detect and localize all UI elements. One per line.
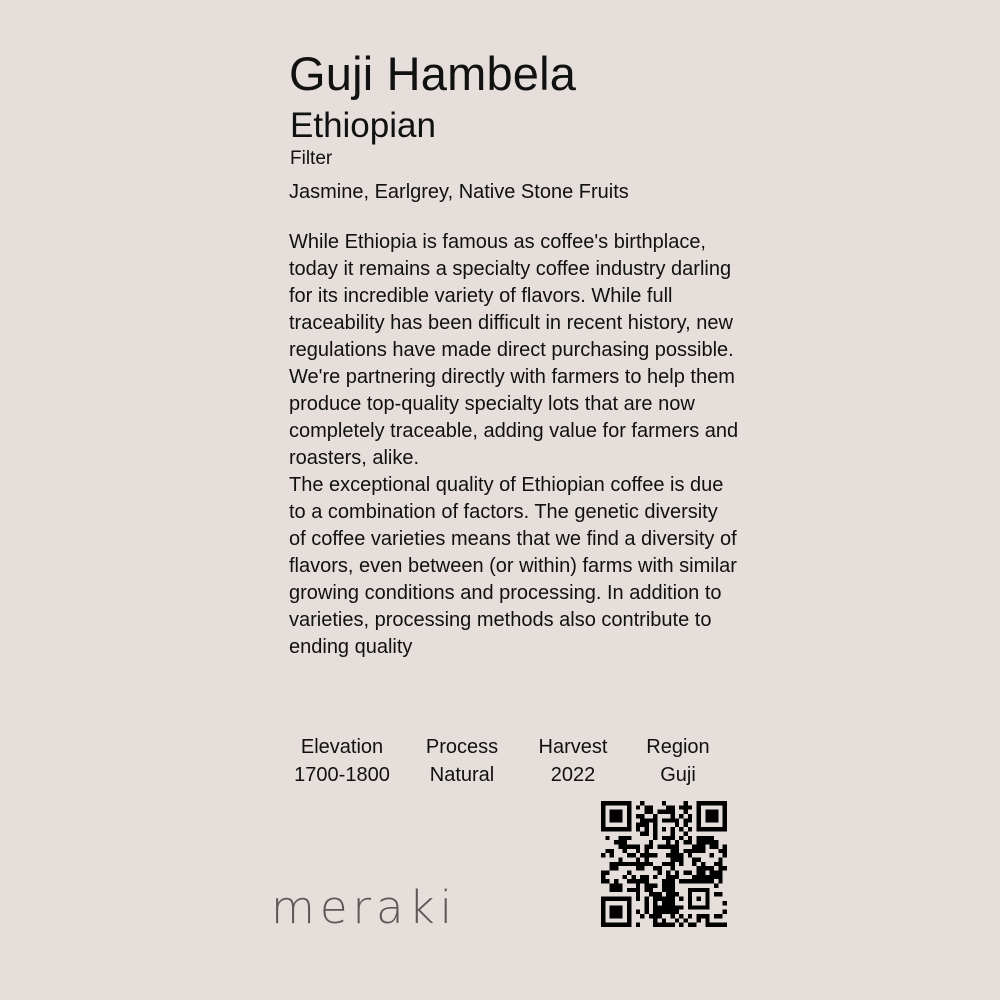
spec-label: Elevation [300,736,384,758]
product-description [289,229,739,661]
spec-value: 2022 [550,764,596,786]
spec-value: Guji [660,764,696,786]
spec-region [621,735,735,788]
spec-process [399,735,525,788]
description-paragraph-2: The exceptional quality of Ethiopian coffee is due to a combination of factors. The genetic diversity of coffee varieties means that we find a diversity of flavors, even between (or within) farms with similar growing conditions and processing. In addition to varieties, processing methods also contribute to ending quality [289,474,737,658]
product-name: Guji Hambela [289,47,577,100]
brew-method: Filter [290,148,333,169]
spec-value: 1700-1800 [294,764,390,786]
spec-label: Process [425,736,499,758]
qr-code-icon[interactable] [601,801,727,927]
brand-logo: meraki [271,881,458,934]
product-origin: Ethiopian [290,106,436,145]
tasting-notes: Jasmine, Earlgrey, Native Stone Fruits [289,181,629,203]
spec-value: Natural [429,764,495,786]
description-paragraph-1: While Ethiopia is famous as coffee's birthplace, today it remains a specialty coffee industry darling for its incredible variety of flavors. While full traceability has been difficult in recent history, new regulations have made direct purchasing possible. We're partnering directly with farmers to help them produce top-quality specialty lots that are now completely traceable, adding value for farmers and roasters, alike. [289,231,739,469]
spec-label: Region [646,736,710,758]
spec-harvest [525,735,621,788]
spec-elevation [285,735,399,788]
specs-table [285,735,735,788]
spec-label: Harvest [538,736,608,758]
